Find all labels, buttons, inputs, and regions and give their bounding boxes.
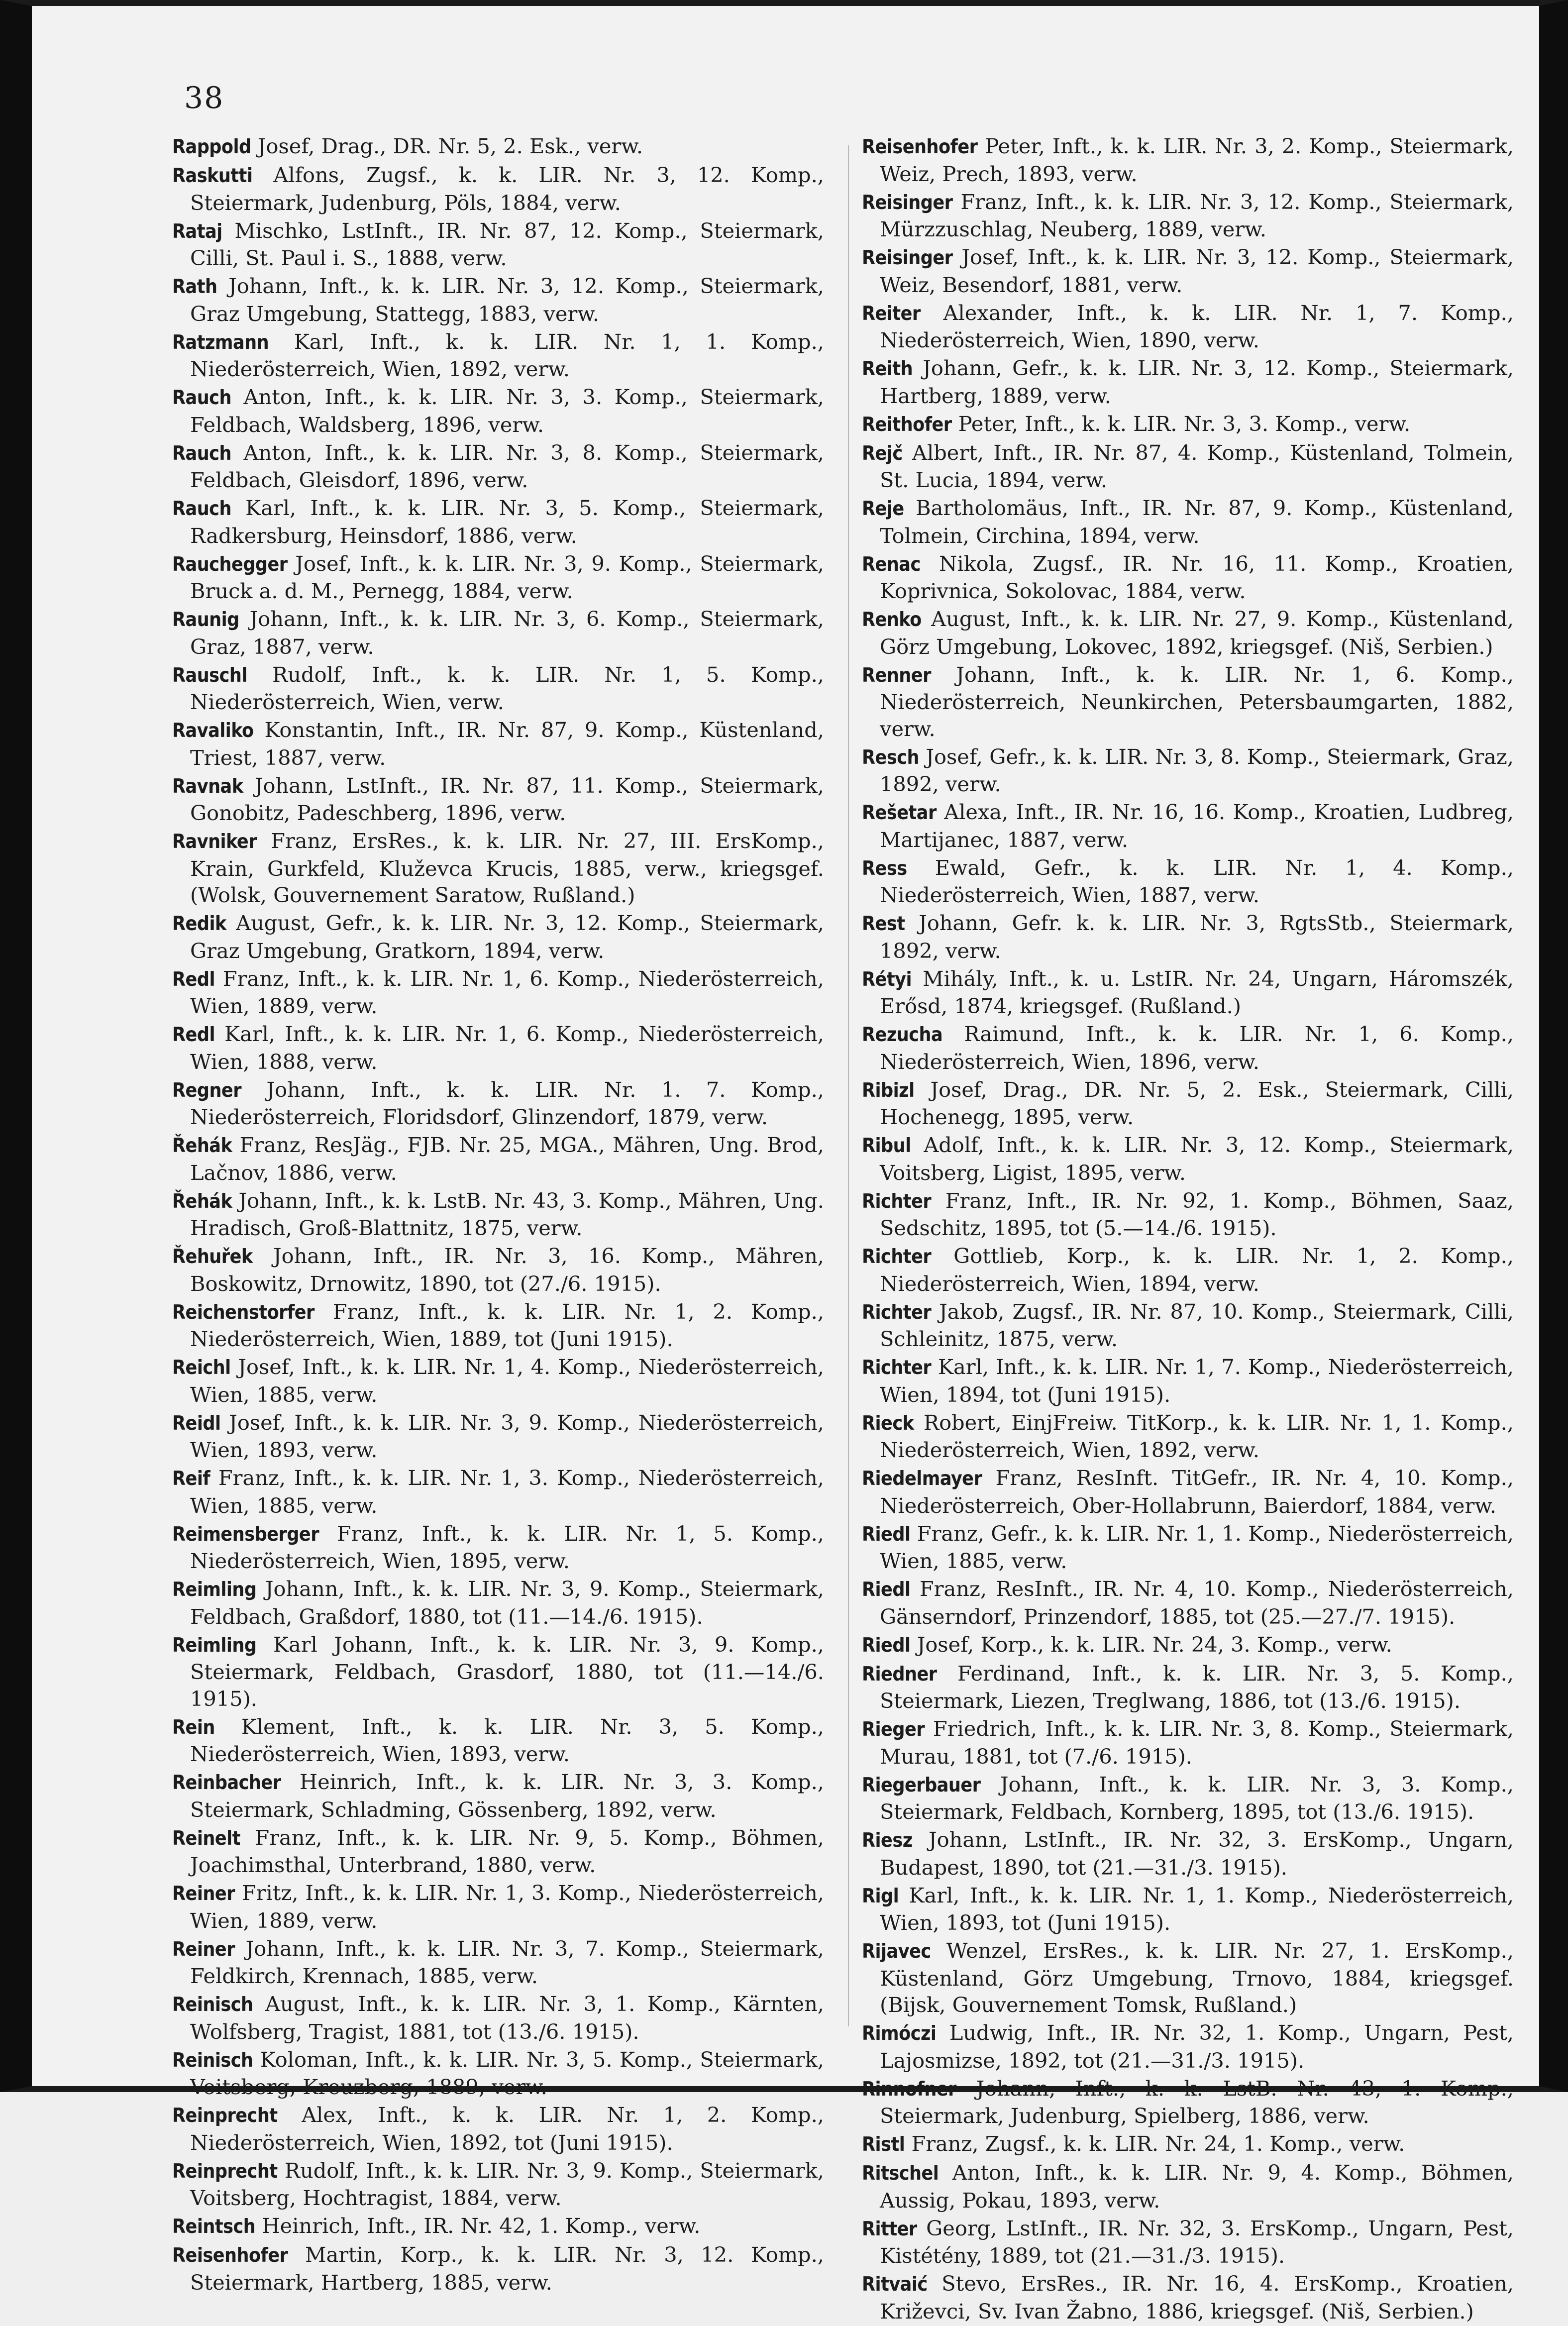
surname: Rauchegger [172,553,288,576]
surname: Reith [862,358,913,380]
entry-details: Klement, Inft., k. k. LIR. Nr. 3, 5. Komp., Niederösterreich, Wien, 1893, verw. [190,1714,824,1766]
entry-details: Georg, LstInft., IR. Nr. 32, 3. ErsKomp., Ungarn, Pest, Kistétény, 1889, tot (21.—31./3. 1915). [880,2216,1514,2268]
entry-details: Josef, Inft., k. k. LIR. Nr. 1, 4. Komp., Niederösterreich, Wien, 1885, verw. [190,1355,824,1407]
register-entry [862,1298,1514,1353]
entry-details: Karl, Inft., k. k. LIR. Nr. 1, 7. Komp., Niederösterreich, Wien, 1894, tot (Juni 1915). [880,1355,1514,1407]
entry-details: Johann, Inft., k. k. LIR. Nr. 1. 7. Komp., Niederösterreich, Floridsdorf, Glinzendorf, 1879, verw. [190,1077,824,1129]
surname: Riegerbauer [862,1774,981,1797]
entry-details: Nikola, Zugsf., IR. Nr. 16, 11. Komp., Kroatien, Koprivnica, Sokolovac, 1884, verw. [880,551,1514,603]
entry-details: Anton, Inft., k. k. LIR. Nr. 3, 8. Komp., Steiermark, Feldbach, Gleisdorf, 1896, verw. [190,440,824,492]
register-entry [172,2046,824,2101]
entry-details: Franz, Inft., k. k. LIR. Nr. 1, 3. Komp., Niederösterreich, Wien, 1885, verw. [190,1466,824,1518]
entry-details: Johann, LstInft., IR. Nr. 87, 11. Komp., Steiermark, Gonobitz, Padeschberg, 1896, verw. [190,773,824,825]
entry-details: Mischko, LstInft., IR. Nr. 87, 12. Komp., Steiermark, Cilli, St. Paul i. S., 1888, verw. [190,218,824,270]
surname: Riedl [862,1579,911,1601]
surname: Reintsch [172,2216,256,2238]
surname: Ravaliko [172,720,254,742]
entry-details: Alfons, Zugsf., k. k. LIR. Nr. 3, 12. Komp., Steiermark, Judenburg, Pöls, 1884, verw. [190,163,824,215]
entry-details: Fritz, Inft., k. k. LIR. Nr. 1, 3. Komp., Niederösterreich, Wien, 1889, verw. [190,1881,824,1933]
entry-details: Josef, Inft., k. k. LIR. Nr. 3, 12. Komp., Steiermark, Weiz, Besendorf, 1881, verw. [880,245,1514,297]
register-entry [862,1576,1514,1630]
register-entry [172,965,824,1020]
register-entry [172,1880,824,1934]
register-entry [862,1021,1514,1075]
surname: Riedl [862,1523,911,1546]
register-entry [862,1132,1514,1186]
surname: Reinbacher [172,1772,281,1794]
surname: Resch [862,746,919,769]
surname: Rappold [172,136,251,158]
entry-details: Koloman, Inft., k. k. LIR. Nr. 3, 5. Komp., Steiermark, Voitsberg, Kreuzberg, 1889, verw. [190,2047,824,2099]
surname: Renner [862,664,931,687]
entry-details: Franz, ErsRes., k. k. LIR. Nr. 27, III. ErsKomp., Krain, Gurkfeld, Kluževca Krucis, 1885, verw., kriegsgef. (Wolsk, Gouvernement Saratow, Rußland.) [190,829,824,907]
register-entry [172,2241,824,2296]
register-entry [172,1354,824,1408]
surname: Ribul [862,1135,911,1157]
register-entry [172,661,824,716]
entry-details: Alexa, Inft., IR. Nr. 16, 16. Komp., Kroatien, Ludbreg, Martijanec, 1887, verw. [880,800,1514,852]
entry-details: Anton, Inft., k. k. LIR. Nr. 3, 3. Komp., Steiermark, Feldbach, Waldsberg, 1896, verw. [190,385,824,437]
surname: Ress [862,857,907,880]
register-entry [172,1824,824,1879]
entry-details: Johann, Inft., k. k. LstB. Nr. 43, 1. Komp., Steiermark, Judenburg, Spielberg, 1886, verw. [880,2076,1514,2128]
surname: Reisinger [862,247,953,269]
entry-details: Rudolf, Inft., k. k. LIR. Nr. 3, 9. Komp., Steiermark, Voitsberg, Hochtragist, 1884, verw. [190,2158,824,2210]
register-entry [862,300,1514,354]
entry-details: Franz, Inft., IR. Nr. 92, 1. Komp., Böhmen, Saaz, Sedschitz, 1895, tot (5.—14./6. 1915). [880,1188,1514,1240]
register-entry [862,2075,1514,2129]
page-number: 38 [184,81,224,115]
entry-details: Friedrich, Inft., k. k. LIR. Nr. 3, 8. Komp., Steiermark, Murau, 1881, tot (7./6. 1915). [880,1716,1514,1769]
register-entry [172,717,824,771]
surname: Řehuřek [172,1246,253,1268]
entry-details: Jakob, Zugsf., IR. Nr. 87, 10. Komp., Steiermark, Cilli, Schleinitz, 1875, verw. [880,1299,1514,1351]
surname: Rein [172,1716,215,1739]
surname: Reinisch [172,2049,253,2072]
document-page [32,6,1539,2324]
surname: Rauch [172,442,231,465]
entry-details: Josef, Drag., DR. Nr. 5, 2. Esk., verw. [257,134,643,158]
register-entry [172,772,824,827]
surname: Richter [862,1357,932,1379]
surname: Rešetar [862,802,937,824]
entry-details: Robert, EinjFreiw. TitKorp., k. k. LIR. Nr. 1, 1. Komp., Niederösterreich, Wien, 1892, verw. [880,1410,1514,1462]
entry-details: Franz, ResInft., IR. Nr. 4, 10. Komp., Niederösterreich, Gänserndorf, Prinzendorf, 1885, tot (25.—27./7. 1915). [880,1577,1514,1629]
surname: Richter [862,1301,932,1324]
register-entry [172,2157,824,2212]
surname: Rieck [862,1412,914,1435]
register-entry [862,2019,1514,2074]
surname: Reichl [172,1357,231,1379]
register-entry [862,133,1514,187]
register-entry [862,439,1514,494]
register-entry [862,1715,1514,1770]
surname: Renko [862,609,922,631]
register-entry [862,411,1514,438]
surname: Reif [172,1468,210,1490]
surname: Rimóczi [862,2022,937,2045]
entry-details: Josef, Drag., DR. Nr. 5, 2. Esk., Steiermark, Cilli, Hochenegg, 1895, verw. [880,1077,1514,1129]
entry-details: Anton, Inft., k. k. LIR. Nr. 9, 4. Komp., Böhmen, Aussig, Pokau, 1893, verw. [880,2160,1514,2213]
register-entry [862,1409,1514,1464]
entry-details: Franz, Inft., k. k. LIR. Nr. 1, 6. Komp., Niederösterreich, Wien, 1889, verw. [190,966,824,1018]
right-column [862,133,1514,2326]
surname: Rieger [862,1718,925,1741]
entry-details: Johann, Inft., k. k. LIR. Nr. 1, 6. Komp., Niederösterreich, Neunkirchen, Petersbaumgarten, 1882, verw. [880,662,1514,741]
register-entry [862,1354,1514,1408]
register-entry [862,854,1514,909]
register-entry [862,799,1514,853]
register-entry [862,1660,1514,1714]
surname: Ritschel [862,2162,939,2185]
register-entry [172,828,824,909]
surname: Ristl [862,2133,905,2156]
surname: Rath [172,276,217,298]
entry-details: Peter, Inft., k. k. LIR. Nr. 3, 3. Komp., verw. [958,411,1411,436]
entry-details: Franz, Zugsf., k. k. LIR. Nr. 24, 1. Komp., verw. [911,2131,1405,2156]
register-entry [862,910,1514,964]
entry-details: Franz, Gefr., k. k. LIR. Nr. 1, 1. Komp., Niederösterreich, Wien, 1885, verw. [880,1521,1514,1573]
register-entry [862,1076,1514,1131]
surname: Riesz [862,1829,913,1852]
register-entry [172,1769,824,1823]
register-entry [172,217,824,272]
surname: Ribizl [862,1079,915,1102]
surname: Reje [862,498,904,520]
entry-details: Bartholomäus, Inft., IR. Nr. 87, 9. Komp., Küstenland, Tolmein, Circhina, 1894, verw. [880,496,1514,548]
register-entry [172,1187,824,1242]
register-entry [172,384,824,438]
register-entry [172,495,824,549]
surname: Reinprecht [172,2105,278,2127]
register-entry [172,1298,824,1353]
surname: Ratzmann [172,331,269,354]
surname: Redl [172,1024,215,1046]
left-column [172,133,824,2297]
entry-details: Raimund, Inft., k. k. LIR. Nr. 1, 6. Komp., Niederösterreich, Wien, 1896, verw. [880,1022,1514,1074]
register-entry [862,965,1514,1020]
entry-details: Heinrich, Inft., IR. Nr. 42, 1. Komp., verw. [262,2214,701,2238]
surname: Richter [862,1190,932,1213]
surname: Raunig [172,609,239,631]
register-entry [862,1465,1514,1519]
register-entry [862,355,1514,409]
register-entry [862,2270,1514,2325]
entry-details: Johann, Inft., k. k. LIR. Nr. 3, 6. Komp., Steiermark, Graz, 1887, verw. [190,607,824,659]
surname: Rétyi [862,968,912,991]
register-entry [172,1713,824,1768]
entry-details: Johann, Gefr., k. k. LIR. Nr. 3, 12. Komp., Steiermark, Hartberg, 1889, verw. [880,356,1514,408]
register-entry [172,1021,824,1075]
register-entry [172,1409,824,1464]
entry-details: Peter, Inft., k. k. LIR. Nr. 3, 2. Komp., Steiermark, Weiz, Prech, 1893, verw. [880,134,1514,186]
register-entry [862,1243,1514,1297]
entry-details: Johann, Gefr. k. k. LIR. Nr. 3, RgtsStb., Steiermark, 1892, verw. [880,911,1514,963]
surname: Riedner [862,1663,937,1686]
register-entry [862,2159,1514,2214]
surname: Redl [172,968,215,991]
register-entry [172,1631,824,1712]
register-entry [172,910,824,964]
entry-details: Franz, ResJäg., FJB. Nr. 25, MGA., Mähren, Ung. Brod, Lačnov, 1886, verw. [190,1133,824,1185]
surname: Raskutti [172,165,253,187]
entry-details: Ludwig, Inft., IR. Nr. 32, 1. Komp., Ungarn, Pest, Lajosmizse, 1892, tot (21.—31./3. 1915). [880,2020,1514,2073]
register-entry [172,1465,824,1519]
register-entry [172,133,824,161]
entry-details: Josef, Gefr., k. k. LIR. Nr. 3, 8. Komp., Steiermark, Graz, 1892, verw. [880,744,1514,796]
entry-details: Franz, Inft., k. k. LIR. Nr. 9, 5. Komp., Böhmen, Joachimsthal, Unterbrand, 1880, verw. [190,1825,824,1877]
surname: Řehák [172,1190,232,1213]
surname: Ravnak [172,775,243,798]
surname: Redik [172,913,226,935]
register-entry [862,1520,1514,1575]
surname: Rauch [172,498,231,520]
entry-details: Rudolf, Inft., k. k. LIR. Nr. 1, 5. Komp., Niederösterreich, Wien, verw. [190,662,824,714]
entry-details: Franz, Inft., k. k. LIR. Nr. 1, 5. Komp., Niederösterreich, Wien, 1895, verw. [190,1521,824,1573]
entry-details: Josef, Inft., k. k. LIR. Nr. 3, 9. Komp., Steiermark, Bruck a. d. M., Pernegg, 1884, verw. [190,551,824,603]
surname: Reinisch [172,1994,253,2016]
surname: Riedelmayer [862,1468,982,1490]
register-entry [862,1631,1514,1659]
surname: Reiter [862,302,921,325]
column-divider [848,145,849,2026]
entry-details: Adolf, Inft., k. k. LIR. Nr. 3, 12. Komp., Steiermark, Voitsberg, Ligist, 1895, verw. [880,1133,1514,1185]
entry-details: Konstantin, Inft., IR. Nr. 87, 9. Komp., Küstenland, Triest, 1887, verw. [190,718,824,770]
entry-details: Karl, Inft., k. k. LIR. Nr. 3, 5. Komp., Steiermark, Radkersburg, Heinsdorf, 1886, verw. [190,496,824,548]
surname: Rauch [172,387,231,409]
register-entry [862,1771,1514,1825]
surname: Reinelt [172,1827,240,1850]
surname: Reiner [172,1883,235,1905]
entry-details: Heinrich, Inft., k. k. LIR. Nr. 3, 3. Komp., Steiermark, Schladming, Gössenberg, 1892, verw. [190,1770,824,1822]
entry-details: Johann, Inft., IR. Nr. 3, 16. Komp., Mähren, Boskowitz, Drnowitz, 1890, tot (27./6. 1915). [190,1244,824,1296]
surname: Reimling [172,1579,257,1601]
surname: Reidl [172,1412,221,1435]
register-entry [862,2130,1514,2158]
surname: Renac [862,553,921,576]
surname: Regner [172,1079,242,1102]
entry-details: Ewald, Gefr., k. k. LIR. Nr. 1, 4. Komp., Niederösterreich, Wien, 1887, verw. [880,855,1514,907]
register-entry [862,1882,1514,1936]
entry-details: Karl, Inft., k. k. LIR. Nr. 1, 1. Komp., Niederösterreich, Wien, 1893, tot (Juni 1915). [880,1883,1514,1935]
register-entry [862,550,1514,605]
entry-details: Alex, Inft., k. k. LIR. Nr. 1, 2. Komp., Niederösterreich, Wien, 1892, tot (Juni 1915). [190,2103,824,2155]
register-entry [172,1576,824,1630]
entry-details: Johann, Inft., k. k. LstB. Nr. 43, 3. Komp., Mähren, Ung. Hradisch, Groß-Blattnitz, 1875, verw. [190,1188,824,1240]
register-entry [862,244,1514,298]
register-entry [172,2213,824,2240]
surname: Reimling [172,1634,257,1657]
surname: Reichenstorfer [172,1301,314,1324]
register-entry [862,2215,1514,2269]
entry-details: Mihály, Inft., k. u. LstIR. Nr. 24, Ungarn, Háromszék, Erősd, 1874, kriegsgef. (Rußland.) [880,966,1514,1018]
entry-details: August, Inft., k. k. LIR. Nr. 27, 9. Komp., Küstenland, Görz Umgebung, Lokovec, 1892, kriegsgef. (Niš, Serbien.) [880,607,1514,659]
entry-details: August, Inft., k. k. LIR. Nr. 3, 1. Komp., Kärnten, Wolfsberg, Tragist, 1881, tot (13./6. 1915). [190,1992,824,2044]
register-entry [172,2102,824,2156]
register-entry [862,1937,1514,2018]
register-entry [172,1520,824,1575]
surname: Riedl [862,1634,911,1657]
surname: Rijavec [862,1940,931,1963]
surname: Rigl [862,1885,899,1907]
register-entry [862,743,1514,798]
entry-details: Johann, Inft., k. k. LIR. Nr. 3, 3. Komp., Steiermark, Feldbach, Kornberg, 1895, tot (13./6. 1915). [880,1772,1514,1824]
register-entry [862,189,1514,243]
surname: Richter [862,1246,932,1268]
register-entry [172,550,824,605]
entry-details: Johann, Inft., k. k. LIR. Nr. 3, 9. Komp., Steiermark, Feldbach, Graßdorf, 1880, tot (11.—14./6. 1915). [190,1577,824,1629]
surname: Reinprecht [172,2160,278,2183]
surname: Řehák [172,1135,232,1157]
entry-details: Albert, Inft., IR. Nr. 87, 4. Komp., Küstenland, Tolmein, St. Lucia, 1894, verw. [880,440,1514,492]
register-entry [862,1187,1514,1242]
surname: Rauschl [172,664,247,687]
register-entry [172,162,824,216]
entry-details: Karl, Inft., k. k. LIR. Nr. 1, 1. Komp., Niederösterreich, Wien, 1892, verw. [190,329,824,381]
register-entry [862,606,1514,660]
entry-details: Johann, Inft., k. k. LIR. Nr. 3, 12. Komp., Steiermark, Graz Umgebung, Stattegg, 1883, verw. [190,274,824,326]
register-entry [172,1935,824,1990]
register-entry [172,606,824,660]
entry-details: Josef, Inft., k. k. LIR. Nr. 3, 9. Komp., Niederösterreich, Wien, 1893, verw. [190,1410,824,1462]
register-entry [862,495,1514,549]
surname: Ritter [862,2218,917,2240]
entry-details: Franz, ResInft. TitGefr., IR. Nr. 4, 10. Komp., Niederösterreich, Ober-Hollabrunn, Baierdorf, 1884, verw. [880,1466,1514,1518]
entry-details: Wenzel, ErsRes., k. k. LIR. Nr. 27, 1. ErsKomp., Küstenland, Görz Umgebung, Trnovo, 1884, kriegsgef. (Bijsk, Gouvernement Tomsk, Rußland.) [880,1938,1514,2017]
surname: Reiner [172,1938,235,1961]
register-entry [862,661,1514,742]
entry-details: Martin, Korp., k. k. LIR. Nr. 3, 12. Komp., Steiermark, Hartberg, 1885, verw. [190,2242,824,2295]
register-entry [172,273,824,327]
entry-details: Franz, Inft., k. k. LIR. Nr. 3, 12. Komp., Steiermark, Mürzzuschlag, Neuberg, 1889, verw. [880,189,1514,241]
register-entry [172,1132,824,1186]
surname: Reisinger [862,191,953,214]
register-entry [862,1826,1514,1881]
entry-details: Franz, Inft., k. k. LIR. Nr. 1, 2. Komp., Niederösterreich, Wien, 1889, tot (Juni 1915). [190,1299,824,1351]
entry-details: Johann, Inft., k. k. LIR. Nr. 3, 7. Komp., Steiermark, Feldkirch, Krennach, 1885, verw. [190,1936,824,1988]
surname: Rinnofner [862,2078,956,2101]
entry-details: Karl Johann, Inft., k. k. LIR. Nr. 3, 9. Komp., Steiermark, Feldbach, Grasdorf, 1880, tot (11.—14./6. 1915). [190,1632,825,1711]
surname: Rezucha [862,1024,943,1046]
surname: Ravniker [172,831,257,853]
surname: Ritvaić [862,2273,928,2296]
surname: Reimensberger [172,1523,319,1546]
entry-details: Josef, Korp., k. k. LIR. Nr. 24, 3. Komp., verw. [917,1632,1392,1657]
surname: Reisenhofer [172,2244,288,2267]
entry-details: Johann, LstInft., IR. Nr. 32, 3. ErsKomp., Ungarn, Budapest, 1890, tot (21.—31./3. 1915). [880,1827,1514,1880]
register-entry [172,1076,824,1131]
surname: Rest [862,913,905,935]
entry-details: Ferdinand, Inft., k. k. LIR. Nr. 3, 5. Komp., Steiermark, Liezen, Treglwang, 1886, tot (13./6. 1915). [880,1661,1514,1713]
surname: Reisenhofer [862,136,978,158]
entry-details: Stevo, ErsRes., IR. Nr. 16, 4. ErsKomp., Kroatien, Križevci, Sv. Ivan Žabno, 1886, kriegsgef. (Niš, Serbien.) [880,2271,1514,2324]
entry-details: Gottlieb, Korp., k. k. LIR. Nr. 1, 2. Komp., Niederösterreich, Wien, 1894, verw. [880,1244,1514,1296]
surname: Rataj [172,220,222,243]
entry-details: Karl, Inft., k. k. LIR. Nr. 1, 6. Komp., Niederösterreich, Wien, 1888, verw. [190,1022,824,1074]
register-entry [172,1991,824,2045]
entry-details: August, Gefr., k. k. LIR. Nr. 3, 12. Komp., Steiermark, Graz Umgebung, Gratkorn, 1894, verw. [190,911,824,963]
surname: Reithofer [862,413,952,436]
register-entry [172,328,824,383]
register-entry [172,439,824,494]
register-entry [172,1243,824,1297]
entry-details: Alexander, Inft., k. k. LIR. Nr. 1, 7. Komp., Niederösterreich, Wien, 1890, verw. [880,300,1514,352]
surname: Rejč [862,442,903,465]
